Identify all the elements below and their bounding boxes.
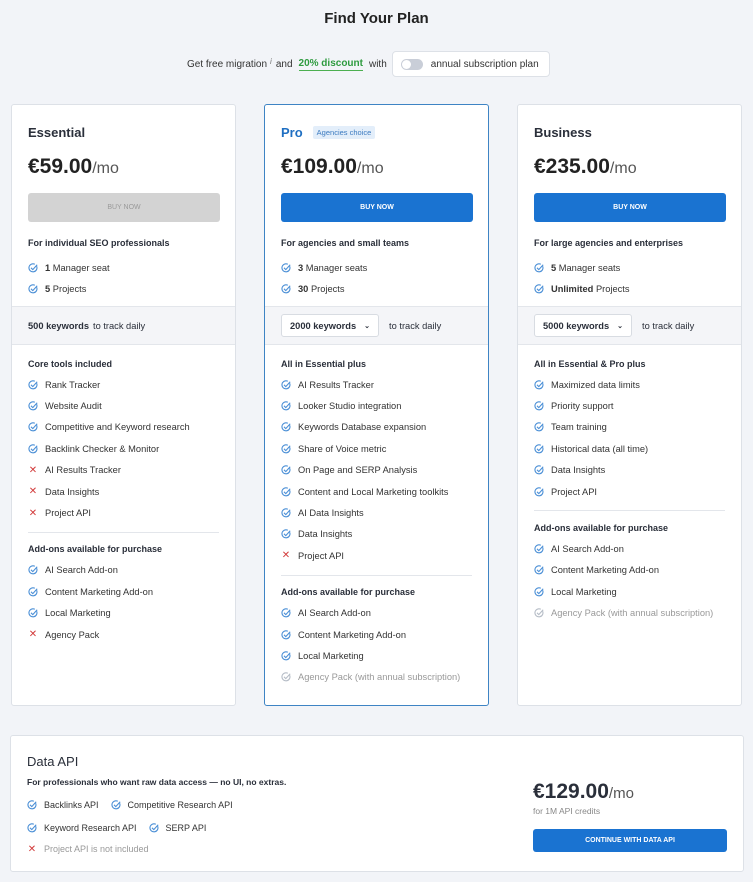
feature-label: SERP API [165, 823, 207, 833]
feature-label: Maximized data limits [551, 379, 640, 390]
addons-title: Add-ons available for purchase [534, 522, 669, 533]
api-feature-row [27, 800, 233, 810]
plan-name: Essential [28, 125, 86, 140]
feature-item [534, 417, 725, 438]
check-icon [281, 508, 291, 518]
annual-subscription-toggle[interactable] [401, 59, 423, 70]
check-icon [534, 401, 544, 411]
api-feature-row [27, 844, 149, 854]
feature-count: 30 [298, 284, 309, 295]
plan-tagline: For large agencies and enterprises [534, 238, 684, 248]
feature-item [281, 603, 472, 624]
feature-label: Competitive Research API [127, 800, 233, 810]
feature-count: Unlimited [551, 284, 594, 295]
check-icon [281, 672, 291, 682]
check-icon [28, 380, 38, 390]
feature-item [28, 395, 219, 416]
feature-label: AI Search Add-on [298, 608, 371, 619]
check-icon [281, 263, 291, 273]
feature-item [28, 460, 219, 481]
check-icon [281, 608, 291, 618]
feature-item [28, 374, 219, 395]
promo-text: Get free migration [187, 58, 268, 70]
keywords-dropdown[interactable] [281, 314, 379, 337]
data-api-title: Data API [27, 754, 79, 769]
price-period: /mo [608, 785, 634, 802]
price-value: €109.00 [281, 155, 357, 178]
check-icon [534, 380, 544, 390]
feature-count: 5 [45, 284, 51, 295]
addons-title: Add-ons available for purchase [281, 587, 416, 598]
feature-label: Backlinks API [44, 800, 99, 810]
feature-item [281, 524, 472, 545]
feature-label: AI Results Tracker [45, 465, 121, 476]
price-value: €59.00 [28, 155, 93, 178]
feature-item [281, 624, 472, 645]
check-icon [28, 284, 38, 294]
feature-label: Project API [298, 550, 344, 561]
feature-label: Manager seats [558, 262, 621, 273]
feature-label: AI Search Add-on [45, 565, 118, 576]
feature-item [281, 395, 472, 416]
check-icon [281, 487, 291, 497]
check-icon [534, 263, 544, 273]
feature-label: Competitive and Keyword research [45, 422, 190, 433]
price-period: /mo [609, 160, 637, 177]
feature-item [281, 545, 472, 566]
feature-item [534, 481, 725, 502]
divider [28, 532, 219, 533]
chevron-down-icon: ⌄ [617, 322, 624, 330]
buy-now-button[interactable]: BUY NOW [534, 193, 726, 222]
feature-item [111, 800, 233, 810]
price-value: €235.00 [534, 155, 610, 178]
feature-label: Content and Local Marketing toolkits [298, 486, 449, 497]
feature-label: Local Marketing [45, 608, 111, 619]
feature-label: Local Marketing [551, 586, 617, 597]
check-icon [28, 565, 38, 575]
feature-item [28, 603, 219, 624]
check-icon [27, 800, 37, 810]
toggle-label: annual subscription plan [430, 58, 539, 70]
feature-item [28, 481, 219, 502]
feature-item [534, 538, 725, 559]
feature-item [534, 278, 725, 299]
plan-card-pro [264, 104, 489, 706]
buy-now-button[interactable]: BUY NOW [281, 193, 473, 222]
feature-count: 5 [551, 262, 557, 273]
keywords-suffix: to track daily [389, 320, 442, 331]
check-icon [534, 444, 544, 454]
feature-label: Data Insights [45, 486, 100, 497]
check-icon [28, 444, 38, 454]
feature-label: Project API [45, 508, 91, 519]
section-title: All in Essential plus [281, 358, 367, 369]
check-icon [534, 284, 544, 294]
feature-item [534, 438, 725, 459]
check-icon [281, 465, 291, 475]
plan-price [534, 155, 637, 179]
feature-item [27, 844, 149, 854]
feature-item [281, 645, 472, 666]
plan-tagline: For individual SEO professionals [28, 238, 170, 248]
feature-item [281, 667, 472, 688]
feature-item [149, 823, 207, 833]
cross-icon: ✕ [28, 629, 38, 641]
keywords-value: 500 keywords [28, 320, 89, 331]
keywords-value: 2000 keywords [290, 320, 357, 331]
feature-item [28, 417, 219, 438]
check-icon [281, 444, 291, 454]
api-feature-row [27, 823, 206, 833]
feature-label: Agency Pack (with annual subscription) [551, 608, 714, 619]
keywords-row [12, 306, 235, 345]
info-icon[interactable]: i [270, 56, 272, 66]
price-value: €129.00 [533, 780, 609, 803]
feature-label: Backlink Checker & Monitor [45, 443, 160, 454]
feature-item [27, 823, 137, 833]
check-icon [281, 422, 291, 432]
check-icon [534, 465, 544, 475]
keywords-suffix: to track daily [642, 320, 695, 331]
feature-label: Projects [595, 284, 630, 295]
plan-card-business [517, 104, 742, 706]
page-title: Find Your Plan [324, 10, 429, 27]
check-icon [28, 263, 38, 273]
feature-label: Projects [52, 284, 87, 295]
feature-label: AI Search Add-on [551, 544, 624, 555]
check-icon [534, 587, 544, 597]
check-icon [28, 587, 38, 597]
feature-label: Local Marketing [298, 650, 364, 661]
plan-badge: Agencies choice [313, 126, 376, 139]
keywords-row [265, 306, 488, 345]
divider [534, 510, 725, 511]
discount-label: 20% discount [298, 57, 363, 69]
plan-tagline: For agencies and small teams [281, 238, 410, 248]
feature-item [281, 460, 472, 481]
check-icon [281, 284, 291, 294]
feature-item [534, 395, 725, 416]
feature-label: Content Marketing Add-on [45, 586, 154, 597]
data-api-price [533, 780, 634, 804]
divider [281, 575, 472, 576]
feature-item [281, 257, 472, 278]
check-icon [28, 401, 38, 411]
price-period: /mo [92, 160, 119, 177]
check-icon [534, 608, 544, 618]
feature-label: Website Audit [45, 401, 102, 412]
keywords-dropdown[interactable] [534, 314, 632, 337]
addons-title: Add-ons available for purchase [28, 544, 163, 555]
feature-label: Looker Studio integration [298, 401, 402, 412]
promo-bar [187, 51, 550, 77]
feature-label: Data Insights [298, 529, 353, 540]
feature-label: Keywords Database expansion [298, 422, 427, 433]
feature-label: Manager seat [52, 262, 110, 273]
check-icon [28, 422, 38, 432]
feature-label: Agency Pack [45, 629, 100, 640]
feature-label: Share of Voice metric [298, 443, 387, 454]
feature-item [281, 417, 472, 438]
feature-label: Rank Tracker [45, 379, 101, 390]
section-title: Core tools included [28, 358, 113, 369]
check-icon [28, 608, 38, 618]
plan-card-essential [11, 104, 236, 706]
feature-label: Projects [310, 284, 345, 295]
feature-item [28, 278, 219, 299]
plan-name: Pro [281, 125, 303, 140]
check-icon [27, 823, 37, 833]
feature-item [28, 624, 219, 645]
feature-label: Data Insights [551, 465, 606, 476]
plan-price [281, 155, 384, 179]
check-icon [534, 422, 544, 432]
annual-toggle-box[interactable] [392, 51, 550, 77]
feature-label: Team training [551, 422, 607, 433]
feature-item [534, 560, 725, 581]
cross-icon: ✕ [281, 550, 291, 562]
feature-count: 1 [45, 262, 51, 273]
feature-count: 3 [298, 262, 304, 273]
feature-item [28, 502, 219, 523]
feature-item [28, 560, 219, 581]
feature-label: Agency Pack (with annual subscription) [298, 672, 461, 683]
feature-item [281, 481, 472, 502]
promo-and: and [275, 58, 293, 70]
keywords-value: 5000 keywords [543, 320, 610, 331]
check-icon [281, 380, 291, 390]
feature-item [534, 581, 725, 602]
check-icon [281, 651, 291, 661]
feature-label: Priority support [551, 401, 614, 412]
check-icon [281, 630, 291, 640]
feature-label: Project API [551, 486, 597, 497]
plan-price [28, 155, 119, 179]
feature-item [281, 278, 472, 299]
feature-label: On Page and SERP Analysis [298, 465, 418, 476]
feature-label: Content Marketing Add-on [298, 629, 407, 640]
feature-label: Project API is not included [44, 844, 149, 854]
continue-with-data-api-button[interactable]: CONTINUE WITH DATA API [533, 829, 727, 852]
buy-now-button[interactable]: BUY NOW [28, 193, 220, 222]
price-period: /mo [356, 160, 384, 177]
feature-item [534, 257, 725, 278]
feature-item [281, 502, 472, 523]
feature-label: AI Results Tracker [298, 379, 374, 390]
data-api-description: For professionals who want raw data access — no UI, no extras. [27, 777, 287, 787]
feature-label: Historical data (all time) [551, 443, 649, 454]
check-icon [534, 565, 544, 575]
keywords-suffix: to track daily [92, 320, 146, 331]
promo-with: with [368, 58, 387, 70]
feature-label: Content Marketing Add-on [551, 565, 660, 576]
feature-item [28, 257, 219, 278]
feature-item [534, 603, 725, 624]
feature-label: AI Data Insights [298, 508, 364, 519]
feature-label: Manager seats [305, 262, 368, 273]
feature-label: Keyword Research API [44, 823, 137, 833]
feature-item [28, 438, 219, 459]
chevron-down-icon: ⌄ [364, 322, 371, 330]
keywords-row [518, 306, 741, 345]
feature-item [534, 460, 725, 481]
check-icon [281, 401, 291, 411]
check-icon [534, 544, 544, 554]
data-api-card [10, 735, 744, 872]
cross-icon: ✕ [28, 507, 38, 519]
feature-item [534, 374, 725, 395]
data-api-credits: for 1M API credits [533, 806, 601, 816]
check-icon [111, 800, 121, 810]
feature-item [281, 374, 472, 395]
feature-item [28, 581, 219, 602]
check-icon [149, 823, 159, 833]
cross-icon: ✕ [27, 843, 37, 855]
cross-icon: ✕ [28, 486, 38, 498]
plan-name: Business [534, 125, 592, 140]
check-icon [281, 529, 291, 539]
section-title: All in Essential & Pro plus [534, 358, 646, 369]
cross-icon: ✕ [28, 464, 38, 476]
feature-item [281, 438, 472, 459]
check-icon [534, 487, 544, 497]
feature-item [27, 800, 99, 810]
